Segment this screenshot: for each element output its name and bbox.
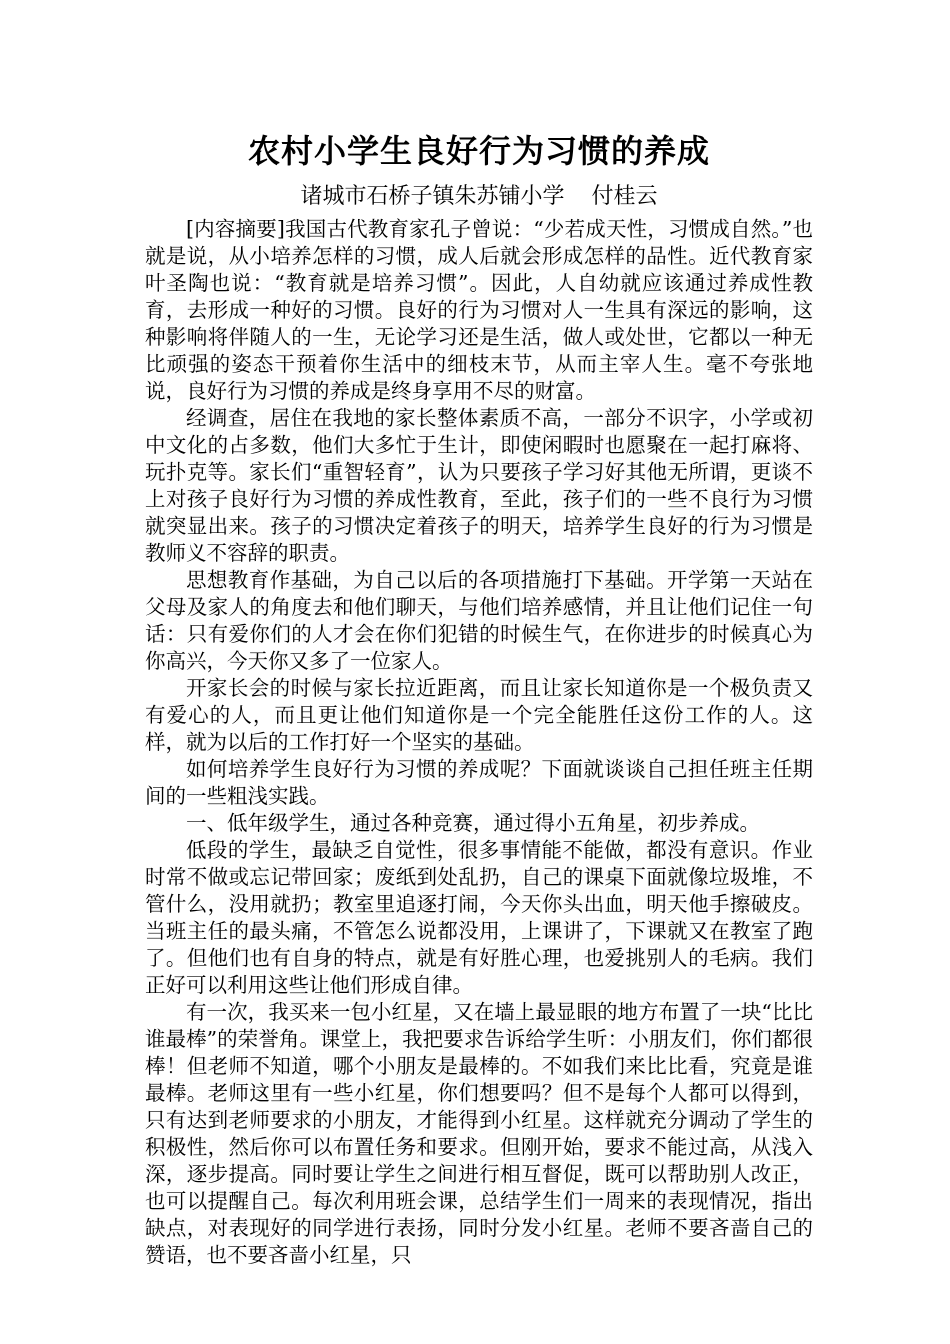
author-name: 付桂云 xyxy=(591,184,658,209)
paragraph: 如何培养学生良好行为习惯的养成呢？下面就谈谈自己担任班主任期间的一些粗浅实践。 xyxy=(145,757,813,808)
paragraph-abstract: [内容摘要]我国古代教育家孔子曾说：“少若成天性，习惯成自然。”也就是说，从小培养怎样的习惯，成人后就会形成怎样的品性。近代教育家叶圣陶也说：“教育就是培养习惯”。因此，人自幼就应该通过养成性教育，去形成一种好的习惯。良好的行为习惯对人一生具有深远的影响，这种影响将伴随人的一生，无论学习还是生活，做人或处世，它都以一种无比顽强的姿态干预着你生活中的细枝末节，从而主宰人生。毫不夸张地说，良好行为习惯的养成是终身享用不尽的财富。 xyxy=(145,217,813,403)
paragraph: 经调查，居住在我地的家长整体素质不高，一部分不识字，小学或初中文化的占多数，他们大多忙于生计，即使闲暇时也愿聚在一起打麻将、玩扑克等。家长们“重智轻育”，认为只要孩子学习好其他无所谓，更谈不上对孩子良好行为习惯的养成性教育，至此，孩子们的一些不良行为习惯就突显出来。孩子的习惯决定着孩子的明天，培养学生良好的行为习惯是教师义不容辞的职责。 xyxy=(145,406,813,565)
paragraph: 开家长会的时候与家长拉近距离，而且让家长知道你是一个极负责又有爱心的人，而且更让他们知道你是一个完全能胜任这份工作的人。这样，就为以后的工作打好一个坚实的基础。 xyxy=(145,676,813,754)
paragraph: 低段的学生，最缺乏自觉性，很多事情能不能做，都没有意识。作业时常不做或忘记带回家；废纸到处乱扔，自己的课桌下面就像垃圾堆，不管什么，没用就扔；教室里追逐打闹，今天你头出血，明天他手擦破皮。当班主任的最头痛，不管怎么说都没用，上课讲了，下课就又在教室了跑了。但他们也有自身的特点，就是有好胜心理，也爱挑别人的毛病。我们正好可以利用这些让他们形成自律。 xyxy=(145,838,813,997)
document-body xyxy=(145,216,813,1269)
section-heading: 一、低年级学生，通过各种竞赛，通过得小五角星，初步养成。 xyxy=(186,811,760,835)
document-title: 农村小学生良好行为习惯的养成 xyxy=(247,132,710,170)
paragraph: 有一次，我买来一包小红星，又在墙上最显眼的地方布置了一块“比比谁最棒”的荣誉角。课堂上，我把要求告诉给学生听：小朋友们，你们都很棒！但老师不知道，哪个小朋友是最棒的。不如我们来比比看，究竟是谁最棒。老师这里有一些小红星，你们想要吗？但不是每个人都可以得到，只有达到老师要求的小朋友，才能得到小红星。这样就充分调动了学生的积极性，然后你可以布置任务和要求。但刚开始，要求不能过高，从浅入深，逐步提高。同时要让学生之间进行相互督促，既可以帮助别人改正，也可以提醒自己。每次利用班会课，总结学生们一周来的表现情况，指出缺点，对表现好的同学进行表扬，同时分发小红星。老师不要吝啬自己的赞语，也不要吝啬小红星，只 xyxy=(145,1000,813,1267)
document-page xyxy=(145,128,813,1269)
author-school: 诸城市石桥子镇朱苏铺小学 xyxy=(300,184,565,209)
paragraph: 思想教育作基础，为自己以后的各项措施打下基础。开学第一天站在父母及家人的角度去和他们聊天，与他们培养感情，并且让他们记住一句话：只有爱你们的人才会在你们犯错的时候生气，在你进步的时候真心为你高兴，今天你又多了一位家人。 xyxy=(145,568,813,673)
author-line xyxy=(145,180,813,214)
